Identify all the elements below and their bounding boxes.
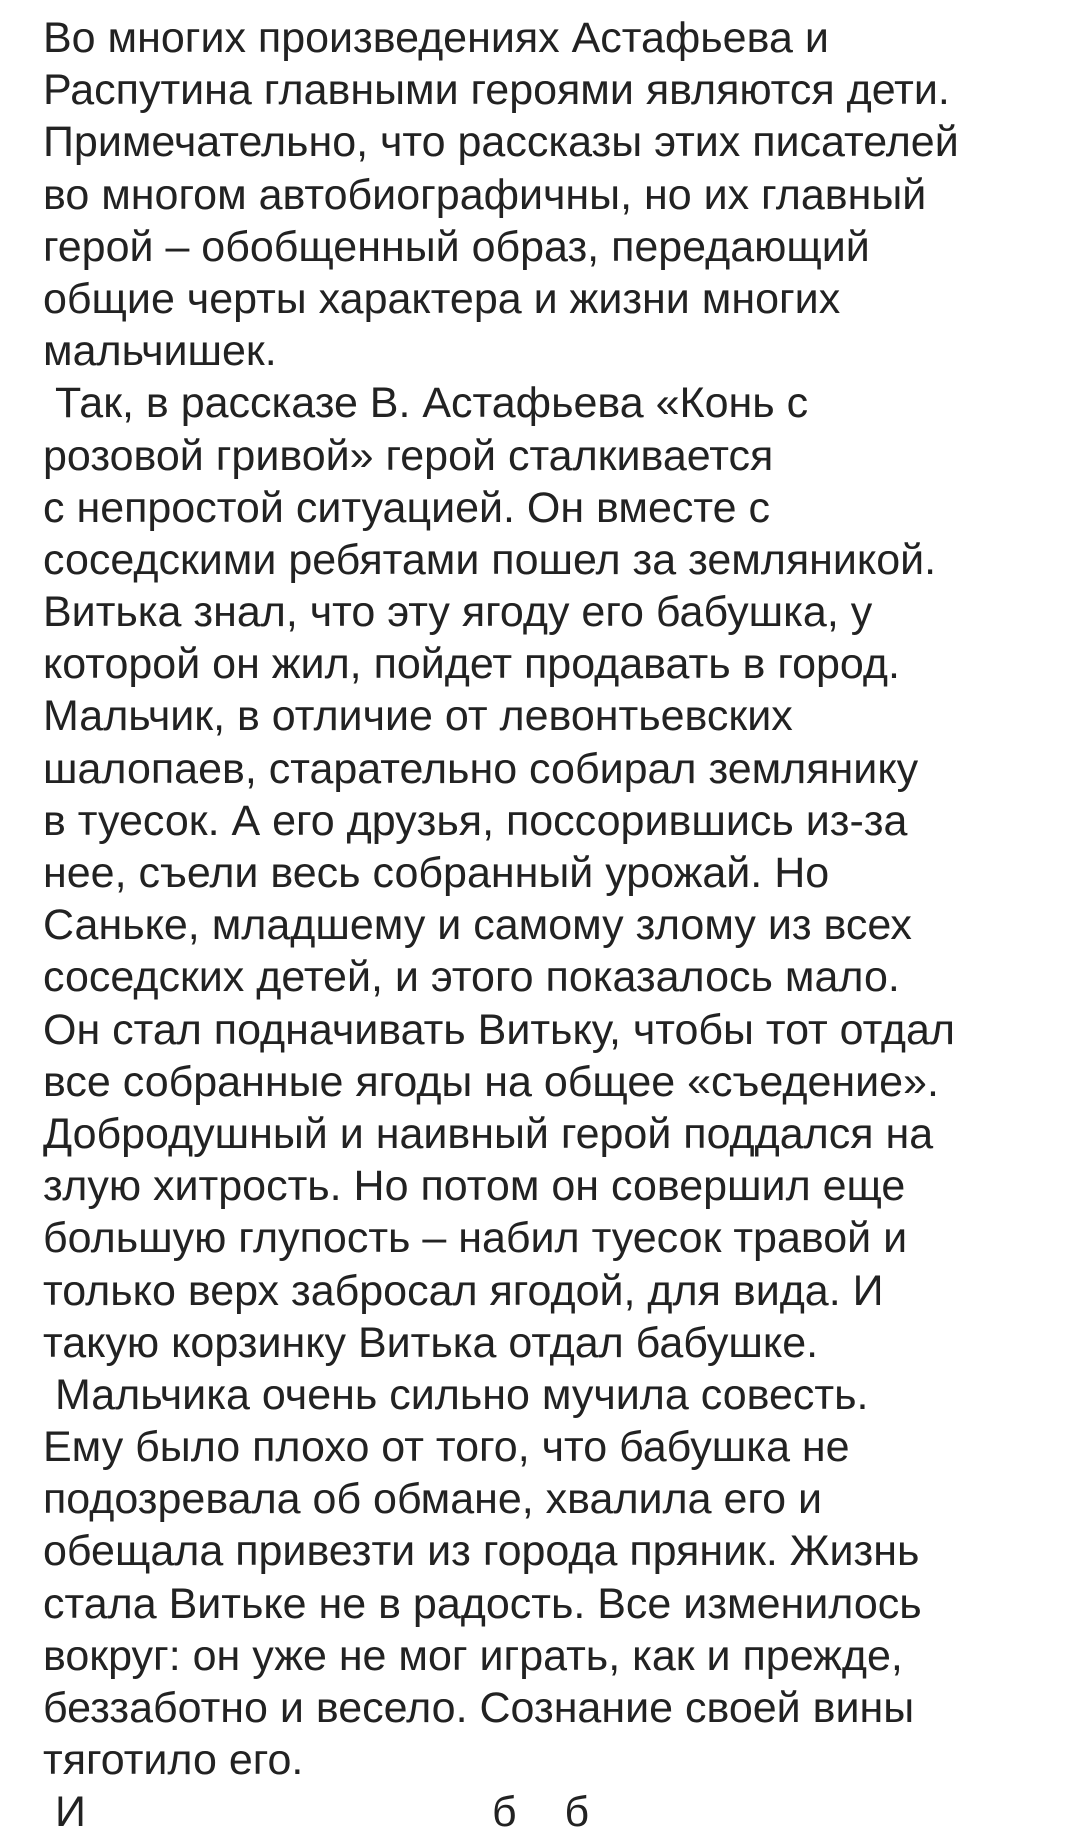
text-line: такую корзинку Витька отдал бабушке. xyxy=(43,1318,819,1367)
text-line: Мальчика очень сильно мучила совесть. xyxy=(43,1370,869,1419)
text-line: которой он жил, пойдет продавать в город. xyxy=(43,640,900,689)
text-line: Саньке, младшему и самому злому из всех xyxy=(43,901,912,950)
text-line: нее, съели весь собранный урожай. Но xyxy=(43,849,830,897)
text-line: стала Витьке не в радость. Все изменилось xyxy=(43,1579,922,1628)
text-line: общие черты характера и жизни многих xyxy=(43,274,841,323)
text-line: злую хитрость. Но потом он совершил еще xyxy=(43,1162,906,1211)
text-line: розовой гривой» герой сталкивается xyxy=(43,431,774,480)
text-line: соседских детей, и этого показалось мало. xyxy=(43,953,900,1002)
text-line: с непростой ситуацией. Он вместе с xyxy=(43,483,770,532)
text-line: Во многих произведениях Астафьева и xyxy=(43,14,829,62)
text-line: Распутина главными героями являются дети. xyxy=(43,66,950,115)
text-line: беззаботно и весело. Сознание своей вины xyxy=(43,1684,915,1732)
text-line: шалопаев, старательно собирал землянику xyxy=(43,744,919,793)
text-line: мальчишек. xyxy=(43,327,277,376)
text-line: большую глупость – набил туесок травой и xyxy=(43,1214,908,1263)
text-line: соседскими ребятами пошел за земляникой. xyxy=(43,535,937,584)
text-line: Витька знал, что эту ягоду его бабушка, у xyxy=(43,588,873,637)
text-line: подозревала об обмане, хвалила его и xyxy=(43,1475,823,1524)
text-line: только верх забросал ягодой, для вида. И xyxy=(43,1266,884,1315)
text-line: Ему было плохо от того, что бабушка не xyxy=(43,1423,850,1472)
text-line: в туесок. А его друзья, поссорившись из-за xyxy=(43,796,908,845)
text-line: тяготило его. xyxy=(43,1736,304,1785)
text-line: вокруг: он уже не мог играть, как и прежде, xyxy=(43,1631,903,1680)
text-line: обещала привезти из города пряник. Жизнь xyxy=(43,1527,920,1576)
text-line: Он стал подначивать Витьку, чтобы тот отдал xyxy=(43,1005,956,1054)
text-line: во многом автобиографичны, но их главный xyxy=(43,170,927,219)
text-line: Мальчик, в отличие от левонтьевских xyxy=(43,692,793,741)
text-line: Так, в рассказе В. Астафьева «Конь с xyxy=(43,379,809,428)
text-line: Добродушный и наивный герой поддался на xyxy=(43,1109,934,1158)
essay-text xyxy=(43,12,1073,1839)
text-line: Примечательно, что рассказы этих писателей xyxy=(43,118,959,167)
text-line: герой – обобщенный образ, передающий xyxy=(43,222,870,271)
text-line-partial: И б б xyxy=(43,1788,590,1837)
text-line: все собранные ягоды на общее «съедение». xyxy=(43,1057,939,1106)
